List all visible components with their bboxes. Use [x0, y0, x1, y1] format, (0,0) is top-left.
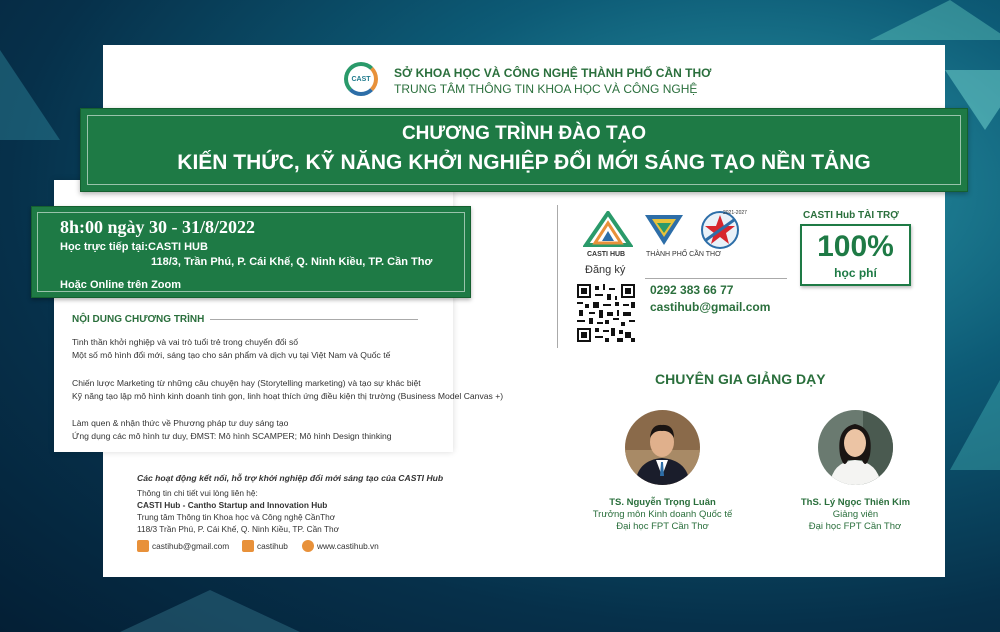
event-date: 8h:00 ngày 30 - 31/8/2022 [60, 217, 256, 237]
fee-label: học phí [834, 266, 877, 280]
city-label: THÀNH PHỐ CẦN THƠ [646, 251, 722, 258]
program-item: Ứng dụng các mô hình tư duy, ĐMST: Mô hình SCAMPER; Mô hình Design thinking [72, 431, 392, 441]
org-name: CASTI Hub - Cantho Startup and Innovation Hub [137, 500, 328, 510]
youth-years: 2021-2027 [723, 210, 747, 216]
cast-logo: CAST [344, 62, 378, 96]
youth-union-logo [700, 210, 740, 250]
event-info-box [31, 206, 471, 298]
email-icon [137, 540, 149, 552]
sponsor-label: CASTI Hub TÀI TRỢ [803, 210, 899, 221]
expert-org-1: Đại học FPT Cần Thơ [616, 521, 709, 532]
program-item: Kỹ năng tạo lập mô hình kinh doanh tinh gọn, linh hoạt thích ứng điều kiện thị trường (Business Model Canvas +) [72, 391, 504, 401]
program-item: Làm quen & nhận thức về Phương pháp tư duy sáng tạo [72, 418, 289, 428]
divider [645, 278, 787, 279]
register-label: Đăng ký [585, 264, 626, 276]
casti-hub-label: CASTI HUB [587, 251, 626, 258]
contact-intro: Thông tin chi tiết vui lòng liên hệ: [137, 488, 258, 498]
expert-name-2: ThS. Lý Ngọc Thiên Kim [800, 497, 911, 508]
org-parent: Trung tâm Thông tin Khoa học và Công nghệ CầnThơ [137, 512, 336, 522]
venue-address: 118/3, Trần Phú, P. Cái Khế, Q. Ninh Kiều, TP. Cần Thơ [151, 256, 433, 268]
casti-hub-logo [583, 211, 633, 251]
footer-website[interactable]: www.castihub.vn [317, 541, 379, 551]
divider [210, 319, 418, 320]
program-item: Tinh thần khởi nghiệp và vai trò tuổi trẻ trong chuyển đổi số [72, 337, 299, 347]
contact-email[interactable]: castihub@gmail.com [650, 300, 771, 314]
expert-org-2: Đại học FPT Cần Thơ [808, 521, 902, 532]
expert-role-1: Trưởng môn Kinh doanh Quốc tế [592, 509, 733, 520]
expert-photo-1 [625, 410, 700, 485]
contact-phone[interactable]: 0292 383 66 77 [650, 283, 734, 297]
venue-label: Học trực tiếp tại:CASTI HUB [60, 241, 208, 253]
header-line-2: TRUNG TÂM THÔNG TIN KHOA HỌC VÀ CÔNG NGHỆ [394, 82, 698, 96]
experts-heading: CHUYÊN GIA GIẢNG DẠY [655, 371, 826, 387]
facebook-icon [242, 540, 254, 552]
expert-role-2: Giảng viên [832, 509, 879, 520]
online-note: Hoặc Online trên Zoom [60, 279, 182, 291]
footer-facebook[interactable]: castihub [257, 541, 288, 551]
footer-email[interactable]: castihub@gmail.com [152, 541, 230, 551]
program-heading: NỘI DUNG CHƯƠNG TRÌNH [72, 314, 205, 325]
program-item: Một số mô hình đổi mới, sáng tạo cho sản phẩm và dịch vụ tại Việt Nam và Quốc tế [72, 350, 391, 360]
expert-name-1: TS. Nguyễn Trọng Luân [609, 497, 716, 508]
globe-icon [302, 540, 314, 552]
divider [557, 205, 558, 348]
sponsor-badge [800, 224, 911, 286]
org-address: 118/3 Trần Phú, P. Cái Khế, Q. Ninh Kiều, TP. Cần Thơ [137, 524, 340, 534]
sponsor-percent: 100% [817, 230, 894, 263]
banner-title-1: CHƯƠNG TRÌNH ĐÀO TẠO [401, 123, 647, 144]
banner-title-2: KIẾN THỨC, KỸ NĂNG KHỞI NGHIỆP ĐỔI MỚI SÁNG TẠO NỀN TẢNG [177, 151, 871, 174]
title-banner [80, 108, 968, 192]
program-item: Chiến lược Marketing từ những câu chuyện hay (Storytelling marketing) và tạo sự khác biệt [72, 378, 421, 388]
activities-title: Các hoạt động kết nối, hỗ trợ khởi nghiệp đổi mới sáng tạo của CASTI Hub [137, 473, 444, 483]
city-logo [642, 211, 686, 247]
header-line-1: SỞ KHOA HỌC VÀ CÔNG NGHỆ THÀNH PHỐ CẦN THƠ [394, 66, 712, 80]
qr-code[interactable] [577, 284, 635, 342]
expert-photo-2 [818, 410, 893, 485]
